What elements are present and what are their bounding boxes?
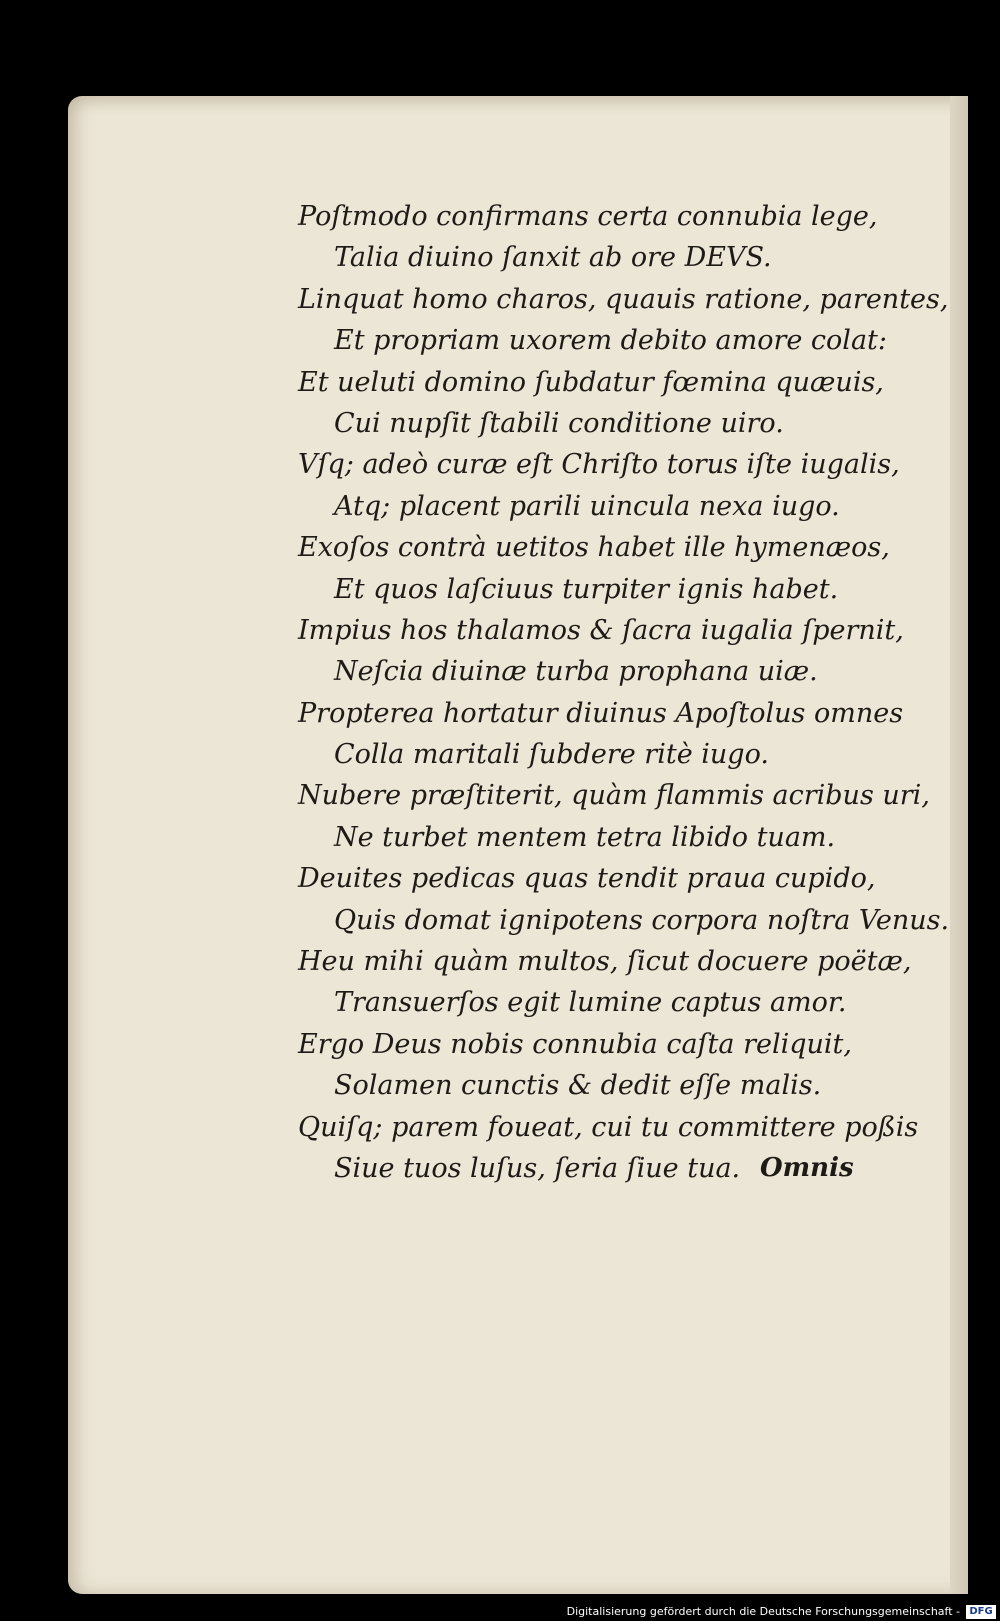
- poem-line: Neſcia diuinæ turba prophana uiæ.: [334, 656, 818, 688]
- poem-line: Vſq; adeò curæ eſt Chriſto torus iſte iugalis,: [298, 449, 900, 481]
- poem-line: Ne turbet mentem tetra libido tuam.: [334, 821, 836, 853]
- footer-credit: Digitalisierung gefördert durch die Deutsche Forschungsgemeinschaft -: [566, 1605, 960, 1618]
- poem-line: Siue tuos luſus, ſeria ſiue tua.: [334, 1152, 741, 1184]
- poem-line: Heu mihi quàm multos, ſicut docuere poëtæ,: [298, 946, 912, 978]
- poem-line: Poſtmodo confirmans certa connubia lege,: [298, 201, 878, 232]
- footer-bar: [0, 1604, 1000, 1621]
- poem-line: Transuerſos egit lumine captus amor.: [334, 987, 847, 1019]
- poem-line: Quis domat ignipotens corpora noſtra Venus.: [334, 904, 950, 936]
- poem-line: Et propriam uxorem debito amore colat:: [334, 325, 887, 357]
- poem-line: Nubere præſtiterit, quàm flammis acribus uri,: [298, 780, 930, 812]
- poem-line: Talia diuino ſanxit ab ore DEVS.: [334, 242, 772, 274]
- catchword: Omnis: [760, 1153, 854, 1183]
- poem-line: Et ueluti domino ſubdatur fœmina quæuis,: [298, 366, 884, 398]
- dfg-logo-icon: DFG: [966, 1605, 996, 1619]
- poem-line: Colla maritali ſubdere ritè iugo.: [334, 739, 769, 771]
- poem-line: Solamen cunctis & dedit eſſe malis.: [334, 1070, 822, 1102]
- page-edge: [950, 96, 968, 1594]
- poem-line: Quiſq; parem foueat, cui tu committere poßis: [298, 1111, 919, 1143]
- poem-line: Propterea hortatur diuinus Apoſtolus omnes: [298, 697, 904, 729]
- poem-text: [298, 196, 950, 1189]
- poem-line: Linquat homo charos, quauis ratione, parentes,: [298, 283, 949, 315]
- poem-line: Atq; placent parili uincula nexa iugo.: [334, 490, 840, 522]
- poem-line: Et quos laſciuus turpiter ignis habet.: [334, 573, 839, 605]
- poem-line: Ergo Deus nobis connubia caſta reliquit,: [298, 1028, 852, 1060]
- poem-line: Cui nupſit ſtabili conditione uiro.: [334, 407, 784, 439]
- poem-line: Impius hos thalamos & ſacra iugalia ſpernit,: [298, 614, 904, 646]
- poem-line: Deuites pedicas quas tendit praua cupido,: [298, 863, 876, 895]
- poem-line: Exoſos contrà uetitos habet ille hymenæos,: [298, 532, 890, 564]
